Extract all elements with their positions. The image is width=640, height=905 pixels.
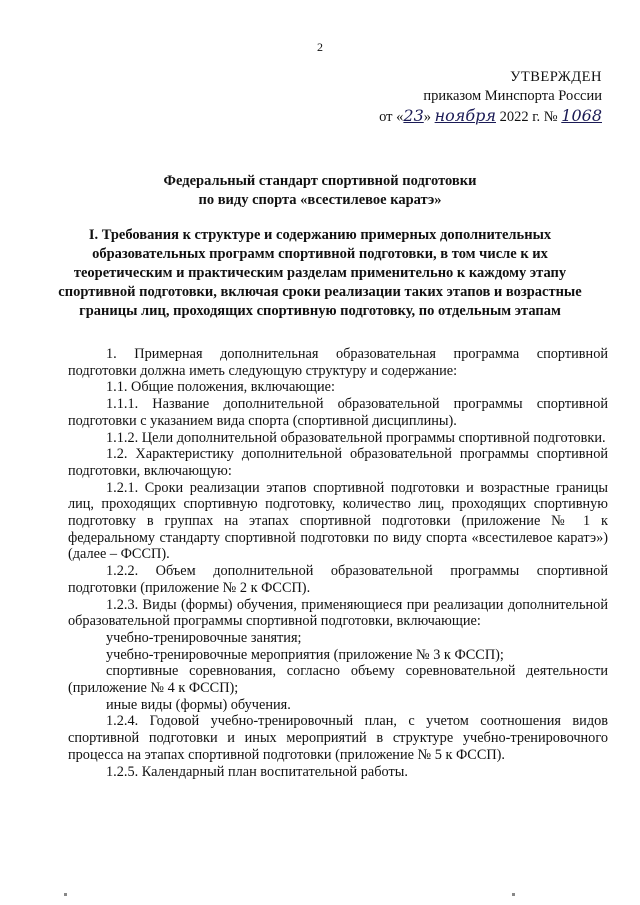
paragraph: 1.1.1. Название дополнительной образовательной программы спортивной подготовки с указанием вида спорта (спортивной дисциплины). <box>68 396 608 429</box>
scan-dot <box>512 893 515 896</box>
paragraph: учебно-тренировочные занятия; <box>106 629 302 646</box>
handwritten-day: 23 <box>403 106 424 125</box>
order-label: приказом Минспорта России <box>423 88 602 104</box>
paragraph: 1.2.1. Сроки реализации этапов спортивной подготовки и возрастные границы лиц, проходящих спортивную подготовку, количество лиц, проходящих спортивную подготовку в группах на этапах спортивной подготовки (приложение № 1 к федеральному стандарту спортивной подготовки по виду спорта «всестилевое каратэ») (далее – ФССП). <box>68 479 608 563</box>
title-line-2: по виду спорта «всестилевое каратэ» <box>198 192 442 208</box>
approved-label: УТВЕРЖДЕН <box>510 69 602 85</box>
section-title: I. Требования к структуре и содержанию примерных дополнительных образовательных программ спортивной подготовки, в том числе к их теоретическим и практическим разделам применительно к каждому этапу спортивной подготовки, включая сроки реализации таких этапов и возрастные границы лиц, проходящих спортивную подготовку, по отдельным этапам <box>58 227 582 319</box>
paragraph: 1.2.5. Календарный план воспитательной работы. <box>106 763 408 780</box>
scan-dot <box>64 893 67 896</box>
paragraph: 1.2.3. Виды (формы) обучения, применяющиеся при реализации дополнительной образовательной программы спортивной подготовки, включающие: <box>68 596 608 630</box>
paragraph: 1.2.2. Объем дополнительной образовательной программы спортивной подготовки (приложение № 2 к ФССП). <box>68 563 608 596</box>
page-number: 2 <box>317 40 323 54</box>
paragraph: спортивные соревнования, согласно объему соревновательной деятельности (приложение № 4 к ФССП); <box>68 663 608 697</box>
order-date-line <box>362 106 602 127</box>
approval-block <box>362 68 602 127</box>
paragraph: учебно-тренировочные мероприятия (приложение № 3 к ФССП); <box>106 646 504 663</box>
year-text: 2022 г. № <box>499 109 558 125</box>
paragraph: 1.1.2. Цели дополнительной образовательной программы спортивной подготовки. <box>106 429 606 446</box>
handwritten-month: ноября <box>434 106 496 125</box>
paragraph: 1. Примерная дополнительная образовательная программа спортивной подготовки должна иметь следующую структуру и содержание: <box>68 346 608 379</box>
title-line-1: Федеральный стандарт спортивной подготовки <box>163 173 477 189</box>
document-title <box>60 172 580 210</box>
handwritten-number: 1068 <box>561 106 602 125</box>
document-body <box>68 346 608 780</box>
paragraph: 1.1. Общие положения, включающие: <box>106 379 335 396</box>
paragraph: иные виды (формы) обучения. <box>106 696 291 713</box>
date-prefix: от « <box>379 109 404 125</box>
date-mid: » <box>423 109 431 125</box>
paragraph: 1.2.4. Годовой учебно-тренировочный план, с учетом соотношения видов спортивной подготовки и иных мероприятий в структуре учебно-тренировочного процесса на этапах спортивной подготовки (приложение № 5 к ФССП). <box>68 713 608 763</box>
paragraph: 1.2. Характеристику дополнительной образовательной программы спортивной подготовки, включающую: <box>68 446 608 479</box>
